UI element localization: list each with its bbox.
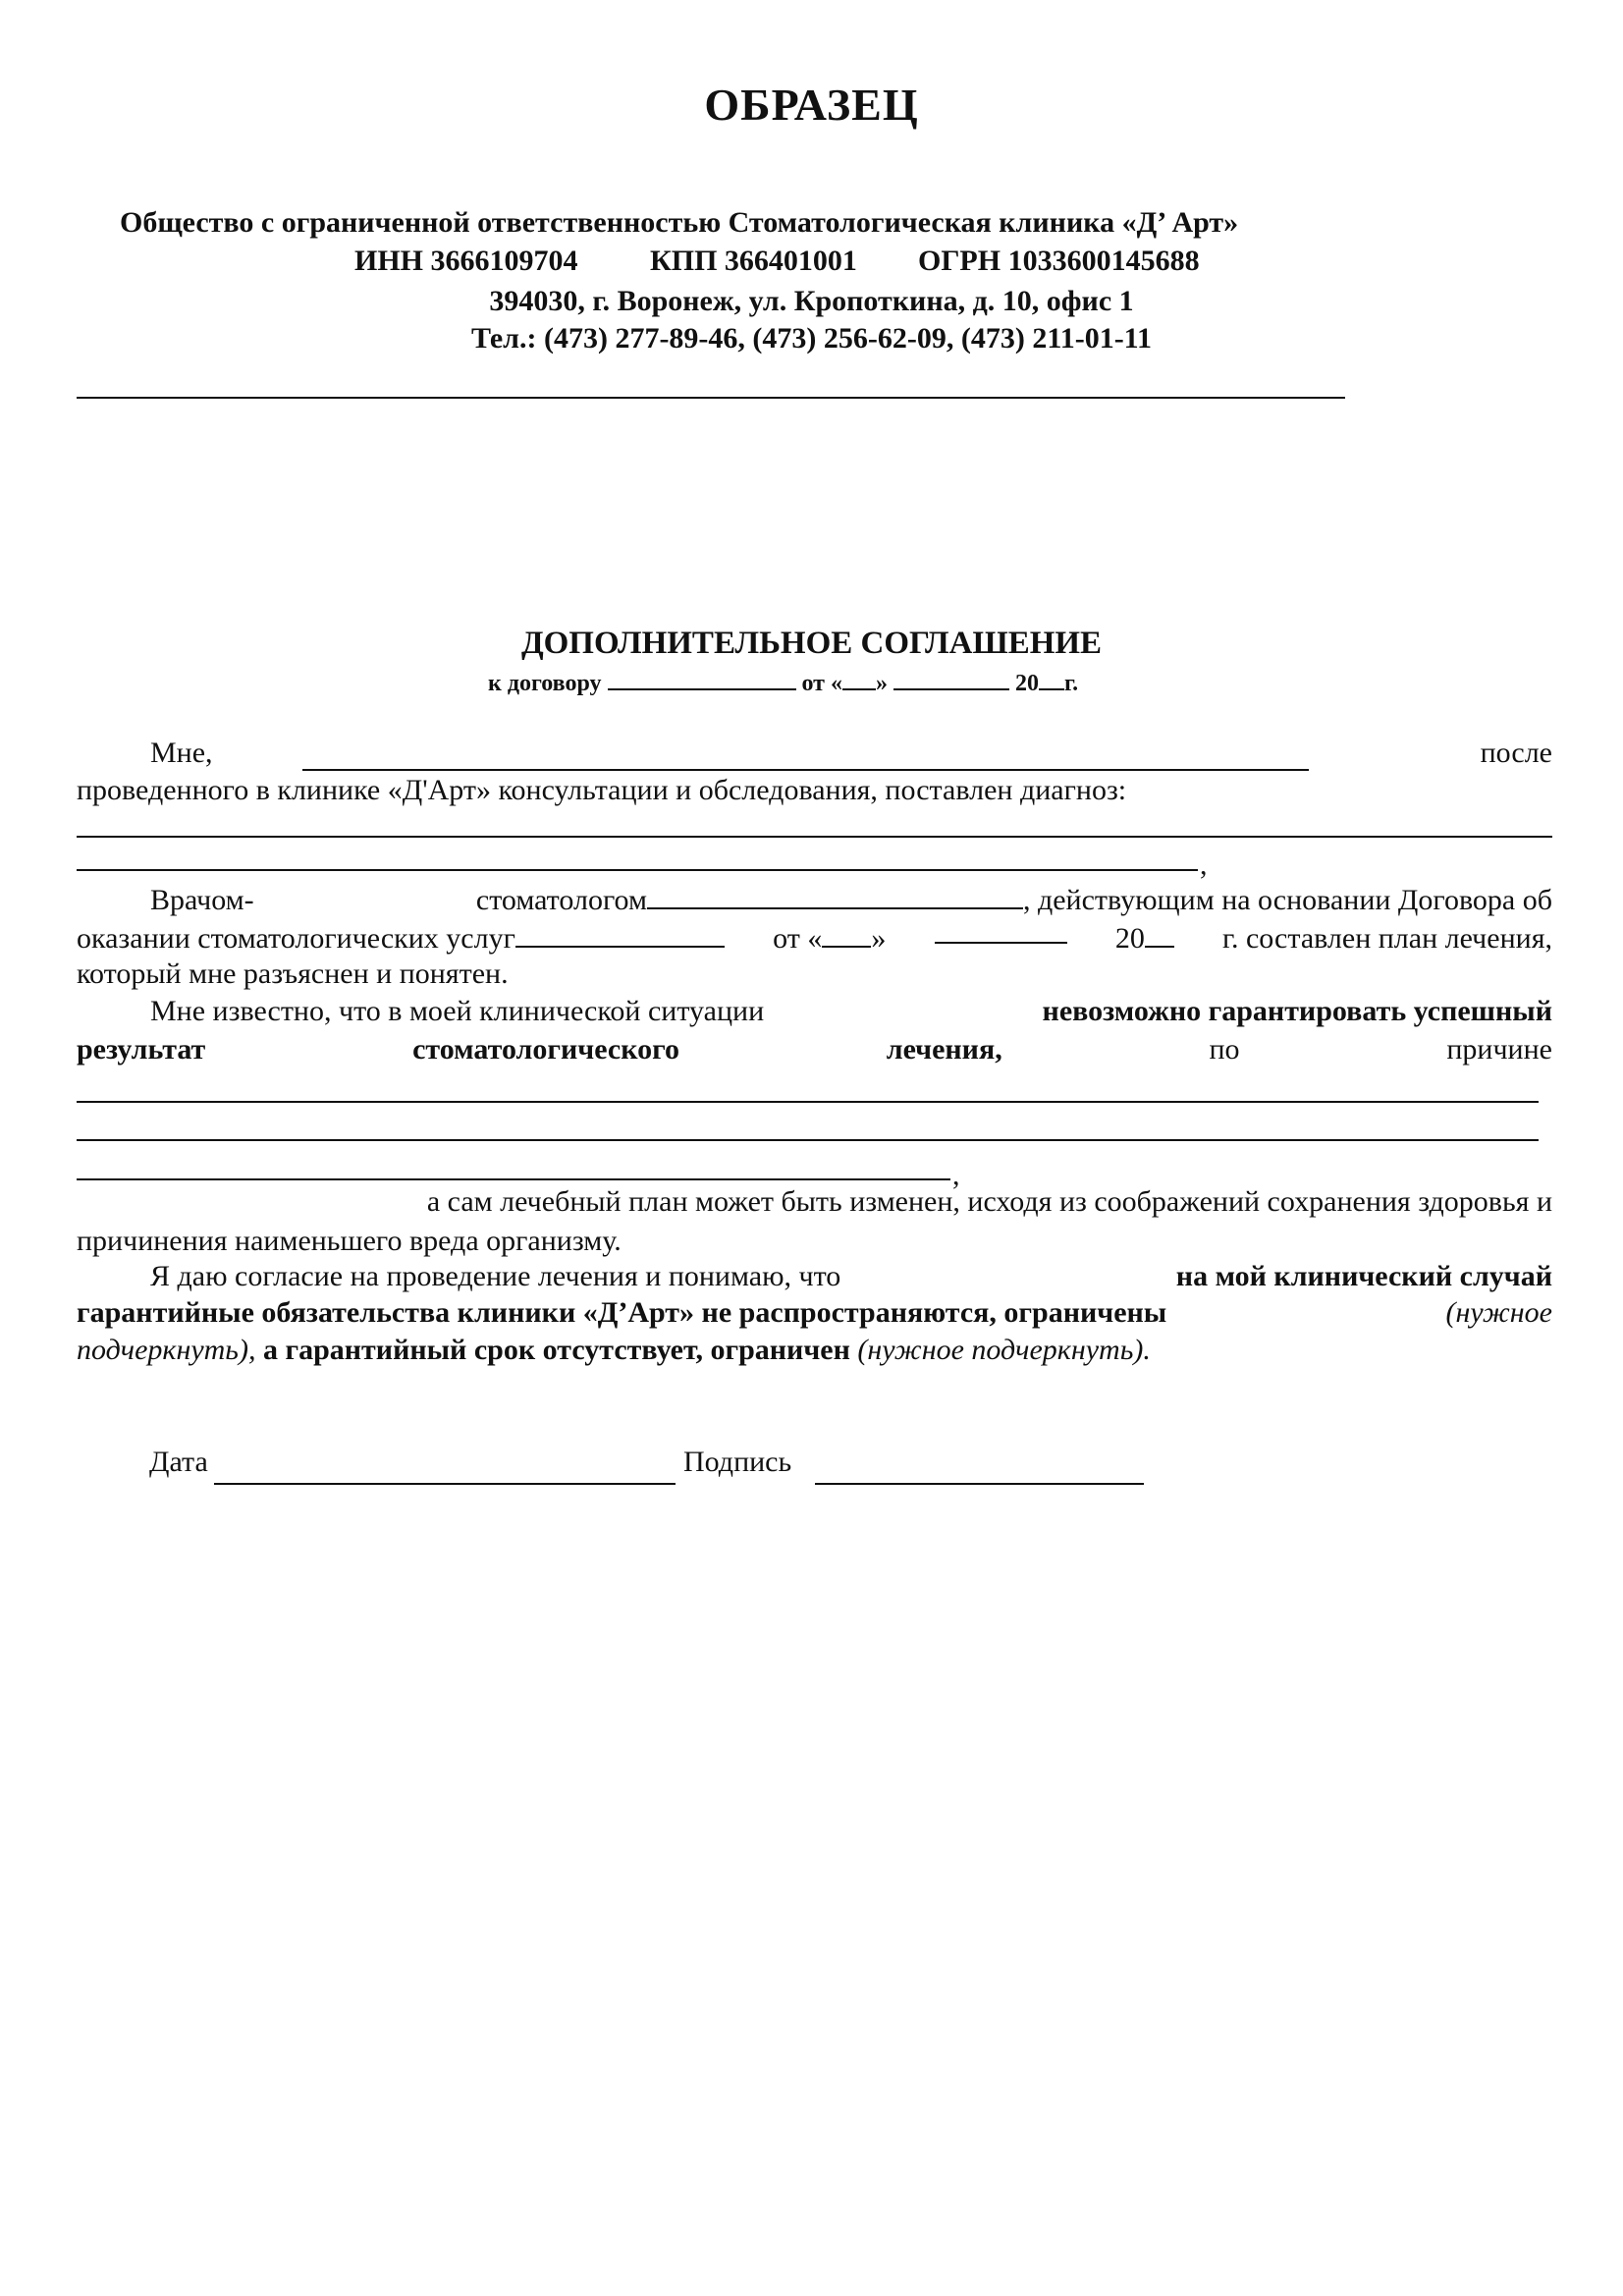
year-suffix: г. [1063, 671, 1079, 696]
result-word-2: стоматологического [412, 1033, 679, 1066]
services-date [773, 922, 886, 956]
contract-year-field[interactable] [1039, 669, 1064, 690]
me-label: Мне, [150, 737, 213, 769]
plan-row [77, 1185, 1552, 1219]
doctor-name-field[interactable] [647, 906, 1023, 909]
warranty-row [77, 1296, 1552, 1330]
company-phones: Тел.: (473) 277-89-46, (473) 256-62-09, (473) 211-01-11 [470, 322, 1153, 355]
agreement-title: ДОПОЛНИТЕЛЬНОЕ СОГЛАШЕНИЕ [520, 626, 1103, 661]
reason-field-2[interactable] [77, 1139, 1539, 1141]
reason-field-1[interactable] [77, 1101, 1539, 1103]
header-rule [77, 397, 1345, 399]
watermark-title: ОБРАЗЕЦ [704, 80, 919, 130]
to-contract-label: к договору [488, 671, 602, 696]
quote-close: » [875, 671, 888, 696]
services-quote-close: » [871, 922, 887, 955]
underline-row [77, 1334, 1151, 1367]
contract-month-field[interactable] [893, 669, 1009, 690]
result-word-1: результат [77, 1033, 206, 1066]
consent-row [77, 1260, 1552, 1293]
result-word-3: лечения, [886, 1033, 1002, 1066]
underline-text-c: (нужное подчеркнуть). [857, 1334, 1151, 1366]
kpp: КПП 366401001 [650, 245, 857, 277]
doctor-label-b-text: стоматологом [475, 884, 647, 916]
contract-number-field[interactable] [608, 669, 796, 690]
doctor-label-c: , действующим на основании Договора об [1022, 884, 1552, 916]
warranty-text-b: (нужное [1445, 1296, 1552, 1329]
date-label: Дата [149, 1446, 208, 1478]
warranty-text-a: гарантийные обязательства клиники «Д’Арт» не распространяются, ограничены [77, 1296, 1167, 1329]
after-label: после [1480, 737, 1552, 769]
services-contract-field[interactable] [515, 926, 725, 948]
contract-day-field[interactable] [842, 669, 876, 690]
consent-text-b: на мой клинический случай [1175, 1260, 1552, 1292]
underline-text-b: а гарантийный срок отсутствует, ограничен [262, 1334, 850, 1366]
known-text-b: невозможно гарантировать успешный [1042, 995, 1552, 1027]
known-text-a: Мне известно, что в моей клинической ситуации [150, 995, 765, 1027]
services-month-field[interactable] [935, 922, 1067, 944]
patient-name-field[interactable] [302, 769, 1309, 771]
inn: ИНН 3666109704 [354, 245, 578, 277]
date-field[interactable] [214, 1483, 676, 1485]
services-row [77, 922, 1552, 956]
agreement-subtitle [488, 669, 1078, 697]
company-name: Общество с ограниченной ответственностью Стоматологическая клиника «Д’ Арт» [120, 206, 1239, 239]
services-year-field[interactable] [1145, 926, 1174, 948]
services-label-a [77, 922, 725, 956]
services-year-prefix: 20 [1114, 922, 1145, 955]
doctor-label-b [476, 884, 1552, 917]
services-label-e: г. составлен план лечения, [1222, 922, 1552, 955]
services-year [1115, 922, 1174, 956]
consent-text-a: Я даю согласие на проведение лечения и понимаю, что [150, 1260, 841, 1292]
services-day-field[interactable] [822, 926, 871, 948]
plan-text-2: причинения наименьшего вреда организму. [77, 1225, 622, 1257]
result-row [77, 1033, 1552, 1066]
known-row [77, 995, 1552, 1028]
ogrn: ОГРН 1033600145688 [918, 245, 1200, 277]
company-address: 394030, г. Воронеж, ул. Кропоткина, д. 10, офис 1 [489, 285, 1134, 317]
reason-field-3[interactable] [77, 1178, 950, 1180]
result-word-5: причине [1446, 1033, 1552, 1066]
explained-text: который мне разъяснен и понятен. [77, 957, 509, 990]
underline-text-a: подчеркнуть), [77, 1334, 256, 1366]
diagnosis-comma: , [1200, 848, 1208, 881]
from-label: от « [801, 671, 842, 696]
consult-text: проведенного в клинике «Д'Арт» консультации и обследования, поставлен диагноз: [77, 774, 1127, 806]
doctor-label-a: Врачом- [150, 884, 254, 916]
doctor-row [77, 884, 1552, 917]
services-from: от « [773, 922, 823, 955]
patient-row [77, 737, 1552, 776]
services-text: оказании стоматологических услуг [77, 922, 515, 955]
result-word-4: по [1209, 1033, 1240, 1066]
signature-field[interactable] [815, 1483, 1144, 1485]
plan-text-1: а сам лечебный план может быть изменен, исходя из соображений сохранения здоровья и [426, 1185, 1552, 1218]
year-prefix: 20 [1014, 671, 1039, 696]
signature-label: Подпись [683, 1446, 792, 1478]
reason-comma: , [952, 1159, 960, 1191]
diagnosis-field-1[interactable] [77, 836, 1552, 838]
diagnosis-field-2[interactable] [77, 869, 1198, 871]
